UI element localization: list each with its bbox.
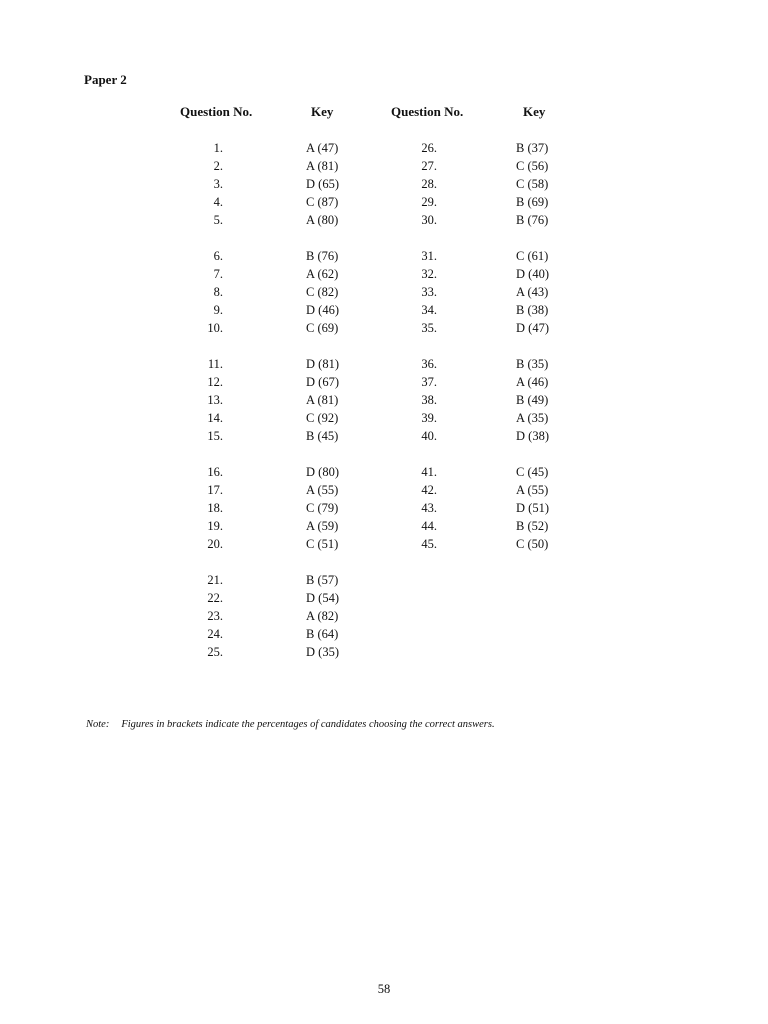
question-number: 37. bbox=[421, 374, 437, 389]
question-number: 27. bbox=[421, 158, 437, 173]
question-number: 28. bbox=[421, 176, 437, 191]
question-number: 29. bbox=[421, 194, 437, 209]
answer-key: B (57) bbox=[306, 573, 339, 587]
answer-key: B (76) bbox=[516, 212, 549, 227]
question-number: 14. bbox=[207, 410, 223, 425]
question-number: 5. bbox=[213, 212, 223, 227]
answer-key: B (64) bbox=[306, 626, 339, 641]
question-number: 4. bbox=[213, 194, 223, 209]
answer-key: D (81) bbox=[306, 357, 339, 371]
question-number: 8. bbox=[213, 284, 223, 299]
question-number: 20. bbox=[207, 536, 223, 551]
question-number: 36. bbox=[421, 357, 437, 371]
answer-key: D (46) bbox=[306, 302, 339, 317]
question-number: 9. bbox=[213, 302, 223, 317]
question-number: 31. bbox=[421, 249, 437, 263]
answer-key: A (55) bbox=[516, 482, 549, 497]
question-number: 13. bbox=[207, 392, 223, 407]
question-number: 35. bbox=[421, 320, 437, 335]
header-question-no-left: Question No. bbox=[180, 104, 253, 119]
answer-key: A (35) bbox=[516, 410, 549, 425]
answer-key: B (49) bbox=[516, 392, 549, 407]
answer-key: A (62) bbox=[306, 266, 339, 281]
answer-key: B (37) bbox=[516, 141, 549, 155]
question-number: 43. bbox=[421, 500, 437, 515]
answer-key: A (81) bbox=[306, 158, 339, 173]
answer-key: C (61) bbox=[516, 249, 549, 263]
answer-key: D (40) bbox=[516, 266, 549, 281]
answer-key: B (69) bbox=[516, 194, 549, 209]
answer-key: C (50) bbox=[516, 536, 549, 551]
question-number: 11. bbox=[207, 357, 223, 371]
answer-key: D (35) bbox=[306, 644, 339, 659]
answer-key: A (55) bbox=[306, 482, 339, 497]
answer-key: B (45) bbox=[306, 428, 339, 443]
question-number: 45. bbox=[421, 536, 437, 551]
question-number: 44. bbox=[421, 518, 437, 533]
question-number: 12. bbox=[207, 374, 223, 389]
answer-key: C (82) bbox=[306, 284, 339, 299]
header-key-left: Key bbox=[311, 104, 334, 119]
answer-key: A (43) bbox=[516, 284, 549, 299]
question-number: 3. bbox=[213, 176, 223, 191]
answer-key: A (80) bbox=[306, 212, 339, 227]
question-number: 39. bbox=[421, 410, 437, 425]
question-number: 34. bbox=[421, 302, 437, 317]
question-number: 16. bbox=[207, 465, 223, 479]
question-number: 15. bbox=[207, 428, 223, 443]
question-number: 19. bbox=[207, 518, 223, 533]
question-number: 24. bbox=[207, 626, 223, 641]
answer-key: D (67) bbox=[306, 374, 339, 389]
answer-key: B (52) bbox=[516, 518, 549, 533]
answer-key: D (65) bbox=[306, 176, 339, 191]
answer-key: C (51) bbox=[306, 536, 339, 551]
answer-key: C (79) bbox=[306, 500, 339, 515]
question-number: 25. bbox=[207, 644, 223, 659]
answer-key: B (38) bbox=[516, 302, 549, 317]
question-number: 41. bbox=[421, 465, 437, 479]
question-number: 22. bbox=[207, 590, 223, 605]
answer-key: C (87) bbox=[306, 194, 339, 209]
question-number: 21. bbox=[207, 573, 223, 587]
answer-key: C (58) bbox=[516, 176, 549, 191]
answer-key: D (80) bbox=[306, 465, 339, 479]
answer-key: D (51) bbox=[516, 500, 549, 515]
answer-key: C (69) bbox=[306, 320, 339, 335]
header-question-no-right: Question No. bbox=[391, 104, 464, 119]
answer-key: A (47) bbox=[306, 141, 339, 155]
answer-key: A (81) bbox=[306, 392, 339, 407]
note-label: Note: bbox=[86, 719, 110, 730]
answer-key: D (38) bbox=[516, 428, 549, 443]
answer-key: C (92) bbox=[306, 410, 339, 425]
note-text: Figures in brackets indicate the percentages of candidates choosing the correct answers. bbox=[121, 719, 495, 730]
answer-key: B (76) bbox=[306, 249, 339, 263]
answer-key: B (35) bbox=[516, 357, 549, 371]
paper-title: Paper 2 bbox=[84, 72, 127, 87]
answer-key: C (45) bbox=[516, 465, 549, 479]
question-number: 26. bbox=[421, 141, 437, 155]
question-number: 30. bbox=[421, 212, 437, 227]
question-number: 38. bbox=[421, 392, 437, 407]
question-number: 17. bbox=[207, 482, 223, 497]
question-number: 32. bbox=[421, 266, 437, 281]
question-number: 23. bbox=[207, 608, 223, 623]
question-number: 10. bbox=[207, 320, 223, 335]
question-number: 42. bbox=[421, 482, 437, 497]
answer-key: C (56) bbox=[516, 158, 549, 173]
question-number: 40. bbox=[421, 428, 437, 443]
question-number: 18. bbox=[207, 500, 223, 515]
footnote bbox=[86, 719, 495, 730]
question-number: 1. bbox=[213, 141, 223, 155]
question-number: 33. bbox=[421, 284, 437, 299]
answer-key: A (82) bbox=[306, 608, 339, 623]
question-number: 7. bbox=[213, 266, 223, 281]
question-number: 2. bbox=[213, 158, 223, 173]
answer-key: A (59) bbox=[306, 518, 339, 533]
answer-key: D (47) bbox=[516, 320, 549, 335]
answer-key: A (46) bbox=[516, 374, 549, 389]
question-number: 6. bbox=[213, 249, 223, 263]
answer-key: D (54) bbox=[306, 590, 339, 605]
page-number: 58 bbox=[377, 982, 391, 996]
header-key-right: Key bbox=[523, 104, 546, 119]
